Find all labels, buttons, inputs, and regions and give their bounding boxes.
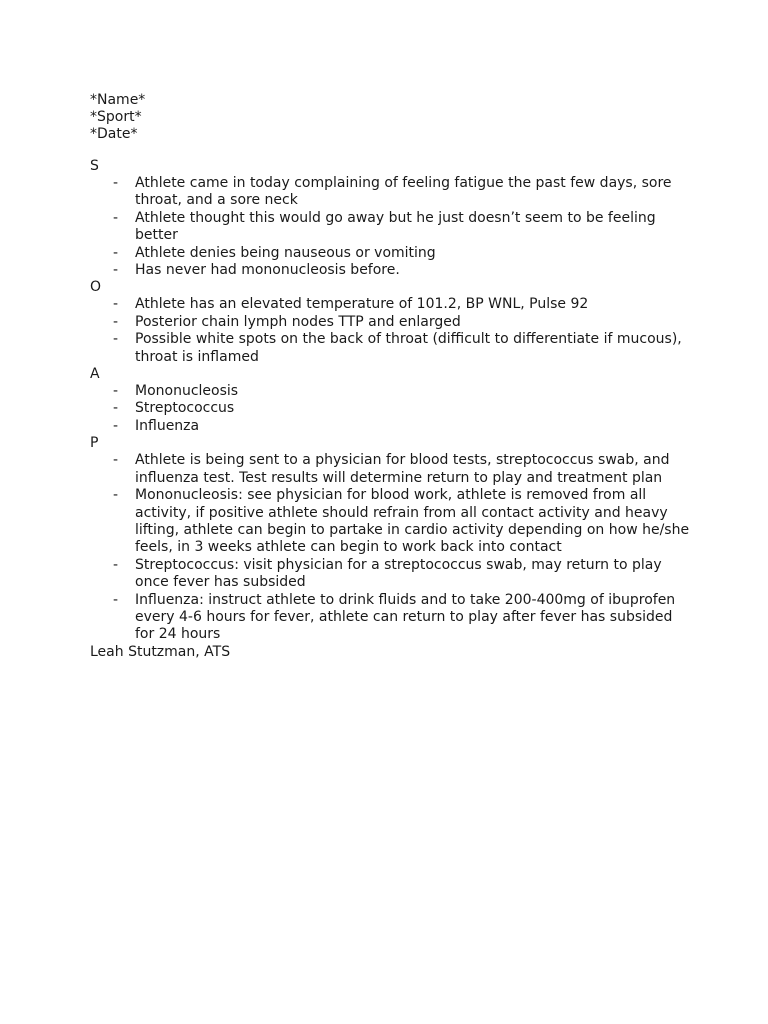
section-subjective-heading: S — [90, 158, 99, 174]
section-objective-heading: O — [90, 279, 102, 296]
list-item-text: Possible white spots on the back of throat (difficult to differentiate if mucous), throat is inflamed — [135, 331, 682, 365]
dash-bullet: - — [113, 591, 119, 608]
name-placeholder: *Name* — [90, 92, 146, 108]
list-item — [90, 557, 690, 592]
section-objective-list — [90, 296, 690, 366]
section-subjective-list — [90, 175, 690, 279]
header-spacer — [90, 143, 690, 158]
list-item — [90, 383, 690, 400]
list-item — [90, 175, 690, 210]
dash-bullet: - — [113, 452, 119, 469]
list-item-text: Athlete has an elevated temperature of 101.2, BP WNL, Pulse 92 — [135, 296, 589, 313]
list-item — [90, 487, 690, 557]
list-item — [90, 296, 690, 313]
list-item-text: Streptococcus — [135, 400, 235, 417]
dash-bullet: - — [113, 296, 119, 313]
section-plan-list — [90, 452, 690, 643]
list-item-text: Mononucleosis: see physician for blood work, athlete is removed from all activity, if positive athlete should refrain from all contact activity and heavy lifting, athlete can begin to partake in cardio activity depending on how he/she feels, in 3 weeks athlete can begin to work back into contact — [135, 487, 690, 556]
section-plan-heading: P — [90, 435, 99, 452]
dash-bullet: - — [113, 383, 119, 400]
list-item — [90, 400, 690, 417]
signature-line: Leah Stutzman, ATS — [90, 643, 231, 660]
dash-bullet: - — [113, 487, 119, 504]
dash-bullet: - — [113, 400, 119, 417]
dash-bullet: - — [113, 244, 119, 261]
list-item — [90, 418, 690, 435]
list-item-text: Athlete thought this would go away but he just doesn’t seem to be feeling better — [135, 209, 656, 244]
list-item-text: Has never had mononucleosis before. — [135, 262, 400, 279]
list-item-text: Athlete is being sent to a physician for blood tests, streptococcus swab, and influenza test. Test results will determine return to play and treatment plan — [135, 452, 670, 486]
dash-bullet: - — [113, 417, 119, 434]
section-assessment-heading: A — [90, 366, 100, 383]
list-item — [90, 210, 690, 245]
list-item — [90, 452, 690, 487]
list-item — [90, 331, 690, 366]
dash-bullet: - — [113, 556, 119, 573]
date-placeholder: *Date* — [90, 126, 138, 142]
dash-bullet: - — [113, 331, 119, 348]
list-item — [90, 262, 690, 279]
list-item — [90, 592, 690, 644]
dash-bullet: - — [113, 262, 119, 279]
dash-bullet: - — [113, 175, 119, 191]
list-item-text: Posterior chain lymph nodes TTP and enlarged — [135, 313, 461, 330]
list-item-text: Athlete denies being nauseous or vomiting — [135, 244, 436, 261]
list-item-text: Influenza: instruct athlete to drink fluids and to take 200-400mg of ibuprofen every 4-6 hours for fever, athlete can return to play after fever has subsided for 24 hours — [135, 591, 676, 643]
sport-placeholder: *Sport* — [90, 109, 142, 125]
list-item-text: Influenza — [135, 417, 200, 434]
section-assessment-list — [90, 383, 690, 435]
soap-note-document — [90, 92, 690, 661]
list-item-text: Mononucleosis — [135, 383, 239, 400]
list-item-text: Streptococcus: visit physician for a streptococcus swab, may return to play once fever has subsided — [135, 556, 662, 591]
list-item — [90, 314, 690, 331]
dash-bullet: - — [113, 313, 119, 330]
list-item — [90, 245, 690, 262]
list-item-text: Athlete came in today complaining of feeling fatigue the past few days, sore throat, and a sore neck — [135, 175, 672, 209]
dash-bullet: - — [113, 209, 119, 226]
